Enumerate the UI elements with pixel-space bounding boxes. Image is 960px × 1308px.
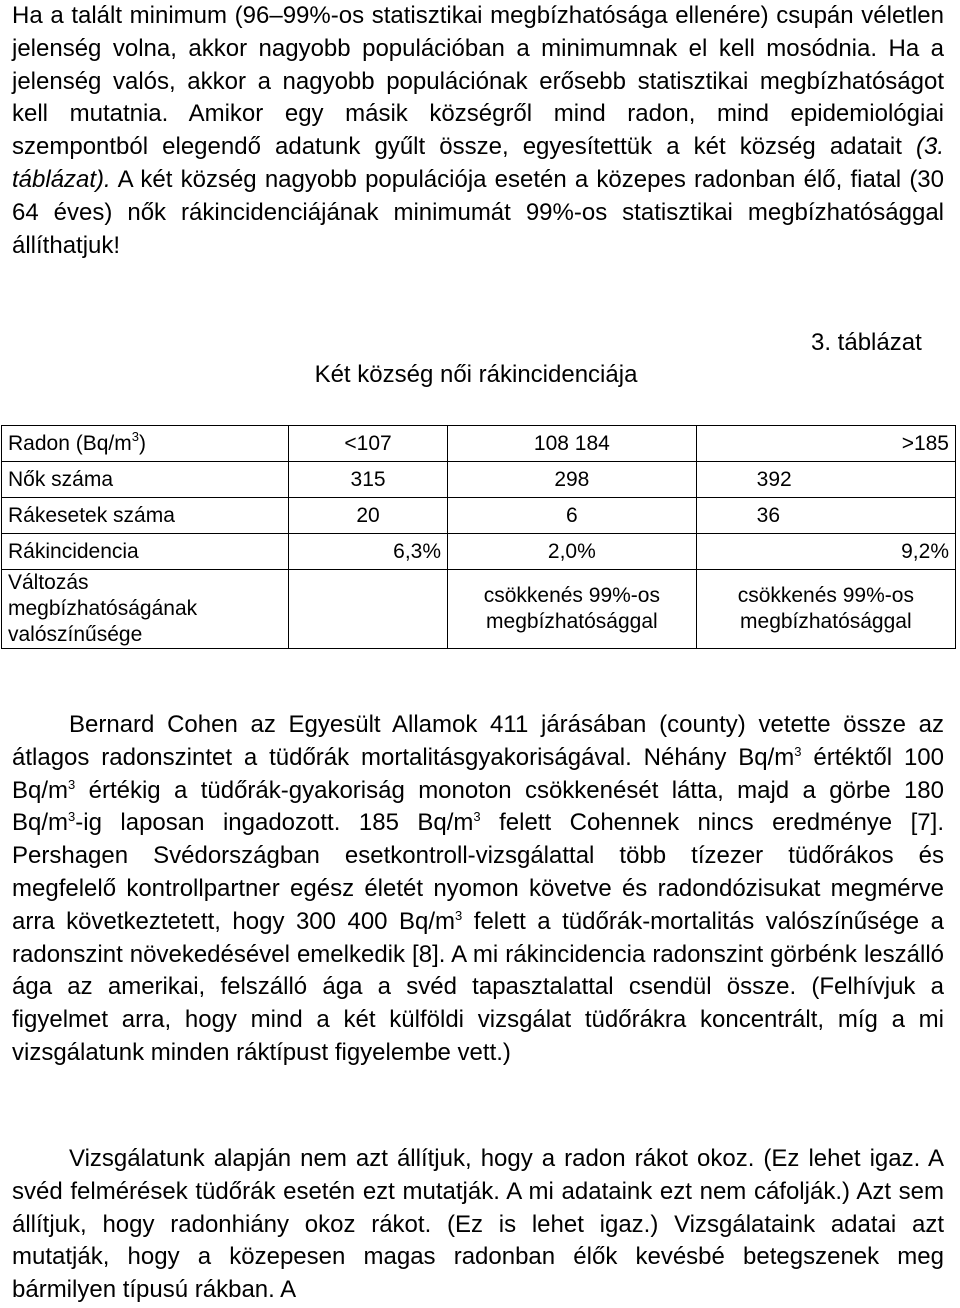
cell-value: 6 <box>448 498 697 534</box>
cell-value: 36 <box>696 498 955 534</box>
cohen-paragraph: Bernard Cohen az Egyesült Allamok 411 járásában (county) vetette össze az átlagos radonszintet a tüdőrák mortalitásgyakoriságával. Néhány $Bq/m^3$ értéktől 100 $Bq/m^3$ értékig a tüdőrák-gyakoriság monoton csökkenését látta, majd a görbe 180 $Bq/m^3-ig$ laposan ingadozott. 185 $Bq/m^3$ felett Cohennek nincs eredménye [7]. Pershagen Svédországban esetkontroll-vizsgálattal több tízezer tüdőrákos és megfelelő kontrollpartner egész életét nyomon követve és radondózisukat megmérve arra következtetett, hogy 300 400 $Bq/m^3$ felett a tüdőrák-mortalitás valószínűsége a radonszint növekedésével emelkedik [8]. A mi rákincidencia radonszint görbénk leszálló ága az amerikai, felszálló ága a svéd tapasztalattal csendül össze. (Felhívjuk a figyelmet arra, hogy mind a két külföldi vizsgálat tüdőrákra koncentrált, míg a mi vizsgálatunk minden ráktípust figyelembe vett.) <box>12 711 944 1066</box>
cell-value: 6,3% <box>289 534 448 570</box>
header-col-high: >185 <box>696 426 955 462</box>
incidence-table <box>1 425 956 649</box>
table-row <box>2 534 956 570</box>
row-label: Változás megbízhatóságának valószínűsége <box>2 570 289 649</box>
row-label: Nők száma <box>2 462 289 498</box>
radon-header-cell: Radon $(Bq/m^3)$ <box>2 426 289 462</box>
table-row <box>2 462 956 498</box>
table-row-change <box>2 570 956 649</box>
table-header-row <box>2 426 956 462</box>
cell-value: 20 <box>289 498 448 534</box>
cell-value: 315 <box>289 462 448 498</box>
table-title: Két község női rákincidenciája <box>314 361 638 388</box>
row-label: Rákincidencia <box>2 534 289 570</box>
cell-value <box>289 570 448 649</box>
intro-text-a: Ha a talált minimum (96–99%-os statisztikai megbízhatósága ellenére) csupán véletlen jelenség volna, akkor nagyobb populációban a minimumnak el kell mosódnia. Ha a jelenség valós, akkor a nagyobb populációnak erősebb statisztikai megbízhatóságot kell mutatnia. Amikor egy másik községről mind radon, mind epidemiológiai szempontból elegendő adatunk gyűlt össze, egyesítettük a két község adatait <box>12 2 944 161</box>
intro-paragraph <box>12 0 944 262</box>
cell-value: 298 <box>448 462 697 498</box>
row-label: Rákesetek száma <box>2 498 289 534</box>
cell-value: csökkenés 99%-os megbízhatósággal <box>696 570 955 649</box>
conclusion-paragraph: Vizsgálatunk alapján nem azt állítjuk, hogy a radon rákot okoz. (Ez lehet igaz. A svéd felmérések tüdőrák esetén ezt mutatják. A mi adataink ezt nem cáfolják.) Azt sem állítjuk, hogy radonhiány okoz rákot. (Ez is lehet igaz.) Vizsgálataink adatai azt mutatják, hogy a közepesen magas radonban élők kevésbé betegszenek meg bármilyen típusú rákban. A <box>12 1145 944 1304</box>
cell-value: 2,0% <box>448 534 697 570</box>
cell-value: 9,2% <box>696 534 955 570</box>
header-col-low: <107 <box>289 426 448 462</box>
table-number: 3. táblázat <box>811 329 922 356</box>
radon-header-superscript: 3 <box>131 428 139 444</box>
table-row <box>2 498 956 534</box>
cell-value: 392 <box>696 462 955 498</box>
header-col-mid: 108 184 <box>448 426 697 462</box>
table-reference: (3. táblázat). <box>12 133 944 193</box>
cell-value: csökkenés 99%-os megbízhatósággal <box>448 570 697 649</box>
intro-text-b: A két község nagyobb populációja esetén a közepes radonban élő, fiatal (30 64 éves) nők rákincidenciájának minimumát 99%-os statisztikai megbízhatósággal állíthatjuk! <box>12 165 944 259</box>
